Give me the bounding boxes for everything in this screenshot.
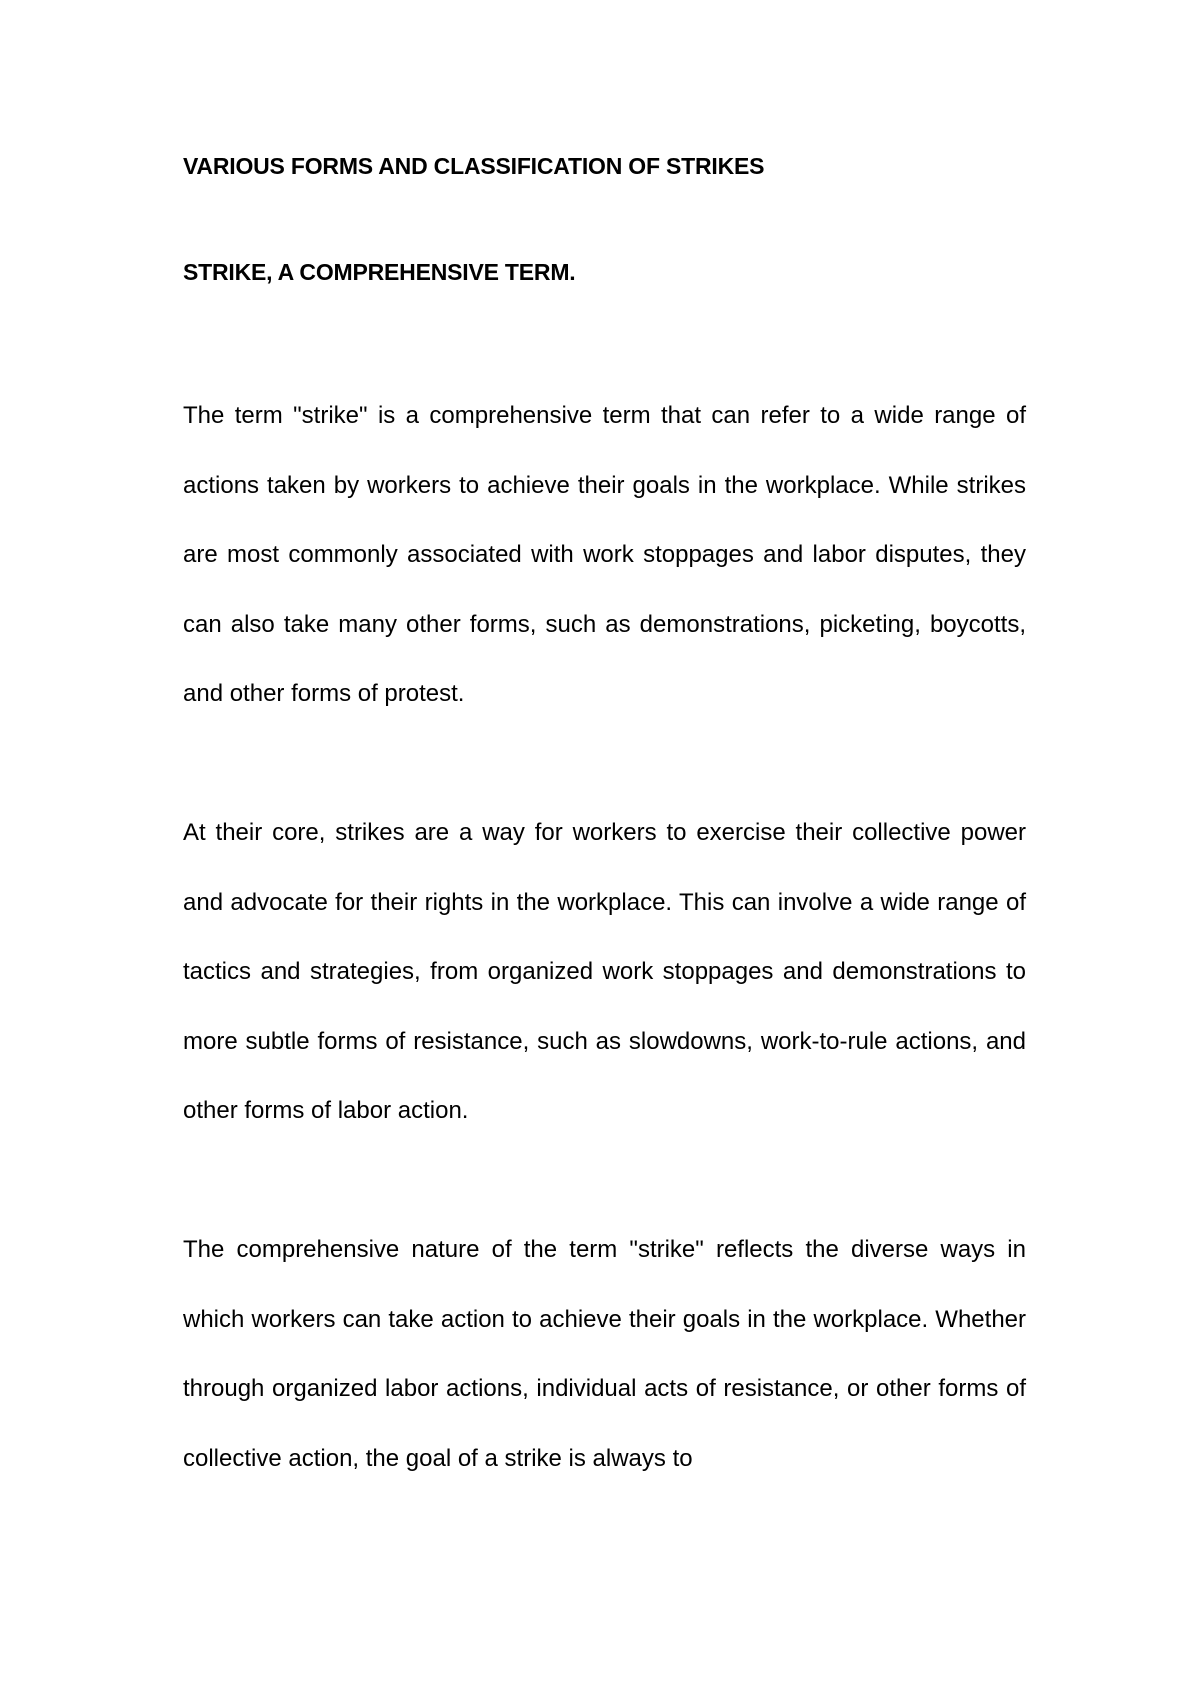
section-heading: STRIKE, A COMPREHENSIVE TERM. [183, 259, 576, 285]
paragraph-2: At their core, strikes are a way for workers to exercise their collective power and advocate for their rights in the workplace. This can involve a wide range of tactics and strategies, from organized work stoppages and demonstrations to more subtle forms of resistance, such as slowdowns, work-to-rule actions, and other forms of labor action. [183, 818, 1026, 1125]
document-title: VARIOUS FORMS AND CLASSIFICATION OF STRIKES [183, 153, 765, 179]
paragraph-1: The term "strike" is a comprehensive term that can refer to a wide range of actions taken by workers to achieve their goals in the workplace. While strikes are most commonly associated with work stoppages and labor disputes, they can also take many other forms, such as demonstrations, picketing, boycotts, and other forms of protest. [183, 402, 1026, 708]
document-body [183, 146, 1026, 1493]
paragraph-3: The comprehensive nature of the term "strike" reflects the diverse ways in which workers can take action to achieve their goals in the workplace. Whether through organized labor actions, individual acts of resistance, or other forms of collective action, the goal of a strike is always to [183, 1235, 1026, 1472]
